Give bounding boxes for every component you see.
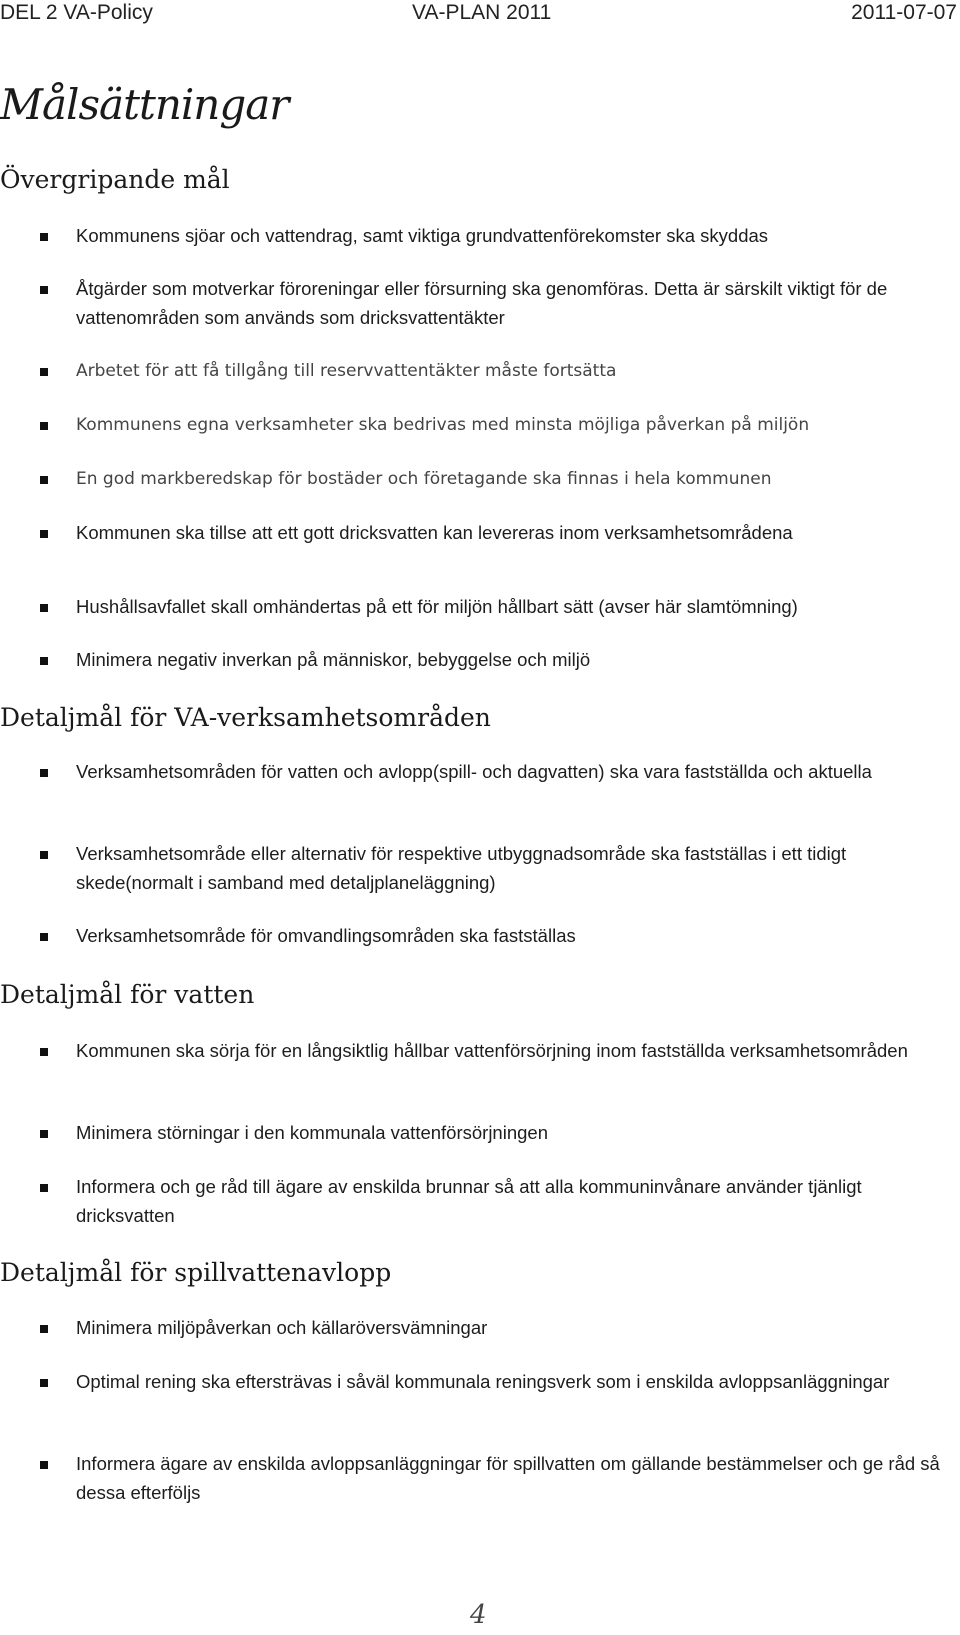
list-item-text: Informera och ge råd till ägare av enskilda brunnar så att alla kommuninvånare använder tjänligt dricksvatten [76,1176,862,1226]
bullet-icon [40,1130,48,1138]
bullet-icon [40,1184,48,1192]
bullet-icon [40,1379,48,1387]
page-title: Målsättningar [0,80,289,129]
page-header [0,0,960,30]
bullet-icon [40,769,48,777]
bullet-icon [40,604,48,612]
list-item-text: Åtgärder som motverkar föroreningar eller försurning ska genomföras. Detta är särskilt viktigt för de vattenområden som används som dricksvattentäkter [76,278,888,328]
bullet-icon [40,851,48,859]
bullet-icon [40,933,48,941]
list-item-text: En god markberedskap för bostäder och företagande ska finnas i hela kommunen [76,469,772,489]
section-heading-spillvatten: Detaljmål för spillvattenavlopp [0,1258,392,1287]
list-item-text: Verksamhetsområde för omvandlingsområden ska fastställas [76,925,576,946]
section-heading-overgripande: Övergripande mål [0,165,230,194]
bullet-icon [40,1461,48,1469]
list-item-text: Kommunen ska sörja för en långsiktlig hållbar vattenförsörjning inom fastställda verksamhetsområden [76,1040,908,1061]
list-item-text: Verksamhetsområden för vatten och avlopp(spill- och dagvatten) ska vara fastställda och aktuella [76,761,872,782]
list-item-text: Verksamhetsområde eller alternativ för respektive utbyggnadsområde ska fastställas i ett tidigt skede(normalt i samband med detaljplaneläggning) [76,843,847,893]
bullet-icon [40,368,48,376]
section-heading-va-verksamhet: Detaljmål för VA-verksamhetsområden [0,703,491,732]
bullet-icon [40,530,48,538]
list-item-text: Arbetet för att få tillgång till reservvattentäkter måste fortsätta [76,361,617,381]
list-item-text: Minimera störningar i den kommunala vattenförsörjningen [76,1122,548,1143]
list-item-text: Kommunens egna verksamheter ska bedrivas med minsta möjliga påverkan på miljön [76,415,810,435]
bullet-icon [40,1048,48,1056]
header-center: VA-PLAN 2011 [412,1,552,24]
list-item-text: Minimera negativ inverkan på människor, bebyggelse och miljö [76,649,591,670]
page-number: 4 [470,1600,487,1630]
list-item-text: Kommunens sjöar och vattendrag, samt viktiga grundvattenförekomster ska skyddas [76,225,769,246]
list-item-text: Informera ägare av enskilda avloppsanläggningar för spillvatten om gällande bestämmelser och ge råd så dessa efterföljs [76,1453,940,1503]
header-date: 2011-07-07 [851,1,957,24]
bullet-icon [40,1325,48,1333]
list-item-text: Minimera miljöpåverkan och källaröversvämningar [76,1317,488,1338]
bullet-icon [40,422,48,430]
list-item-text: Hushållsavfallet skall omhändertas på ett för miljön hållbart sätt (avser här slamtömning) [76,596,798,617]
list-item-text: Kommunen ska tillse att ett gott dricksvatten kan levereras inom verksamhetsområdena [76,522,793,543]
bullet-icon [40,286,48,294]
section-heading-vatten: Detaljmål för vatten [0,980,255,1009]
header-left: DEL 2 VA-Policy [0,1,153,24]
bullet-icon [40,657,48,665]
bullet-icon [40,233,48,241]
list-item-text: Optimal rening ska eftersträvas i såväl kommunala reningsverk som i enskilda avloppsanläggningar [76,1371,890,1392]
bullet-icon [40,476,48,484]
